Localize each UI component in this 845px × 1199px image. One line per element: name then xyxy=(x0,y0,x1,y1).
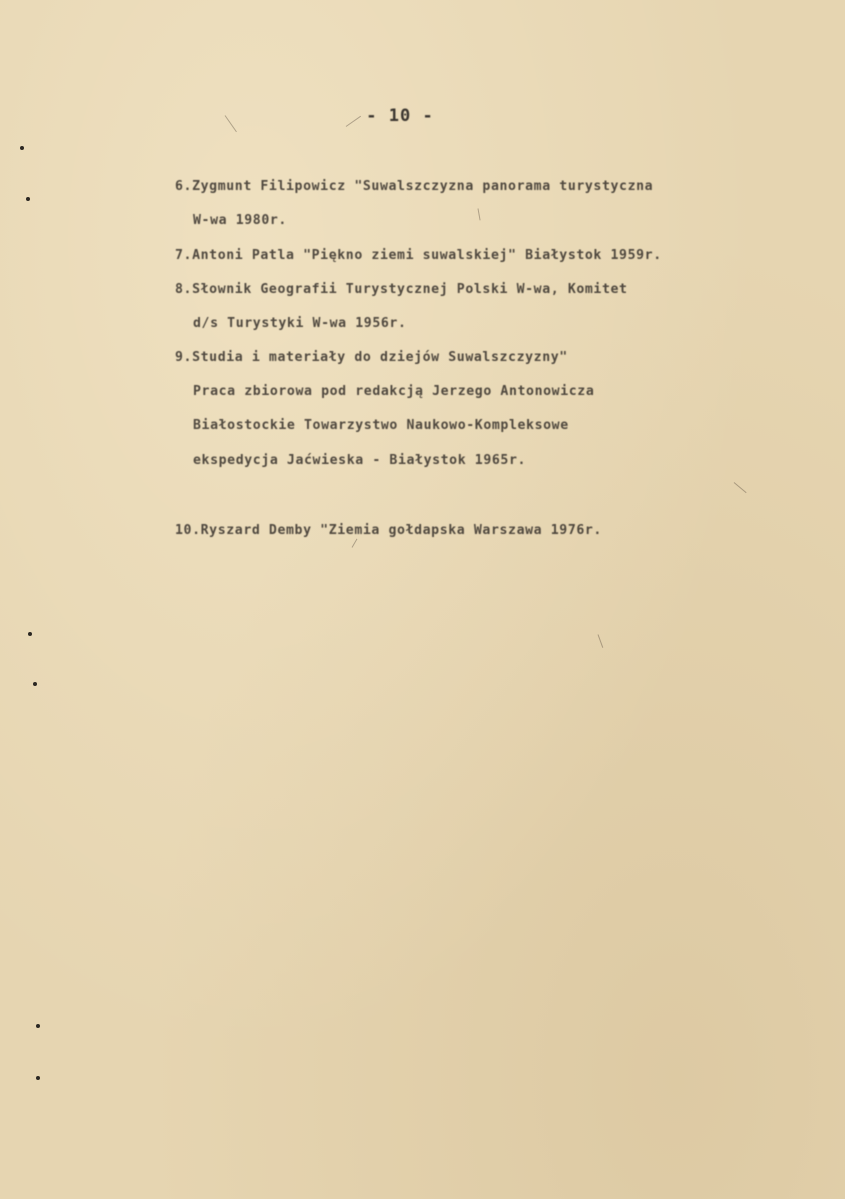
reference-10-line-1: 10.Ryszard Demby "Ziemia gołdapska Warszawa 1976r. xyxy=(175,523,602,538)
reference-8-line-1: 8.Słownik Geografii Turystycznej Polski W-wa, Komitet xyxy=(175,282,628,297)
reference-9-line-4: ekspedycja Jaćwieska - Białystok 1965r. xyxy=(193,453,527,468)
reference-6-line-2: W-wa 1980r. xyxy=(193,213,287,228)
page-number: - 10 - xyxy=(366,106,434,126)
reference-9-line-1: 9.Studia i materiały do dziejów Suwalszczyzny" xyxy=(175,350,568,365)
reference-8-line-2: d/s Turystyki W-wa 1956r. xyxy=(193,316,407,331)
reference-6-line-1: 6.Zygmunt Filipowicz "Suwalszczyzna panorama turystyczna xyxy=(175,179,654,194)
reference-9-line-3: Białostockie Towarzystwo Naukowo-Kompleksowe xyxy=(193,418,569,433)
reference-9-line-2: Praca zbiorowa pod redakcją Jerzego Antonowicza xyxy=(193,384,595,399)
reference-7-line-1: 7.Antoni Patla "Piękno ziemi suwalskiej" Białystok 1959r. xyxy=(175,248,662,263)
